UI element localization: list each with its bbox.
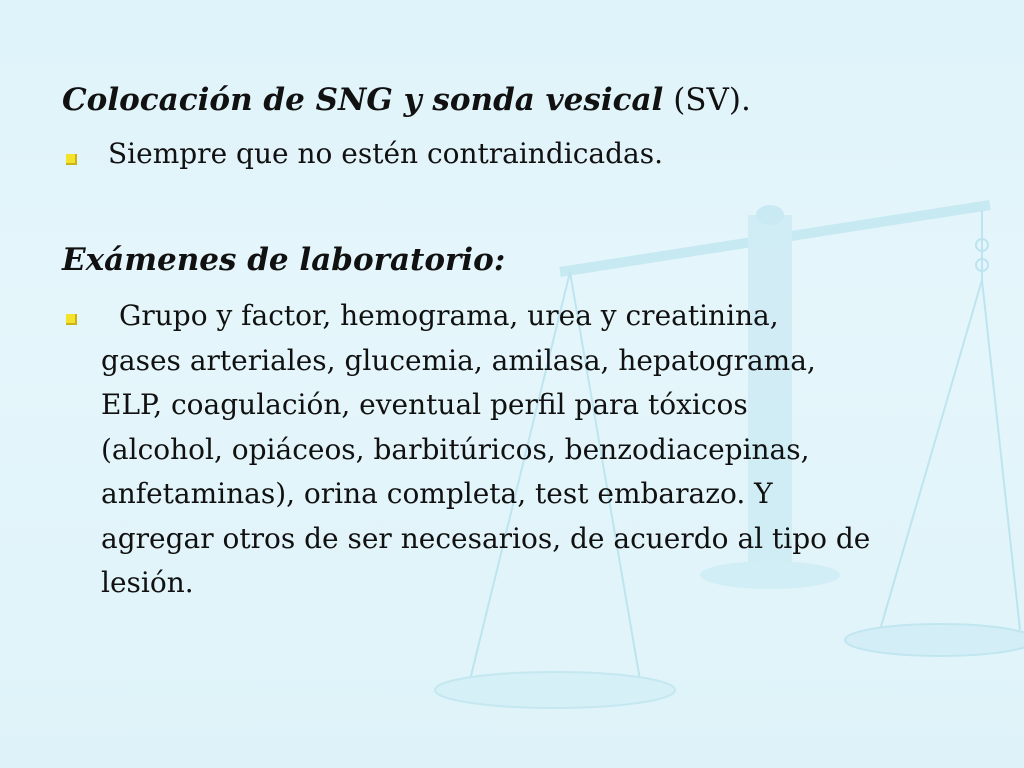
list-line: ELP, coagulación, eventual perfil para tóxicos	[101, 388, 748, 421]
list-line: (alcohol, opiáceos, barbitúricos, benzodiacepinas,	[101, 432, 810, 466]
list-line: gases arteriales, glucemia, amilasa, hepatograma,	[101, 343, 816, 377]
title-lab: Exámenes de laboratorio:	[62, 242, 506, 278]
square-bullet-icon	[66, 314, 77, 325]
square-bullet-icon	[66, 154, 77, 165]
section-title-sng	[62, 82, 751, 118]
list-line: Grupo y factor, hemograma, urea y creatinina,	[119, 299, 779, 332]
lab-exams-list	[101, 294, 981, 606]
section-title-lab-exams	[62, 242, 505, 278]
list-line: anfetaminas), orina completa, test embarazo. Y	[101, 477, 773, 510]
title-emphasis: Colocación de SNG y sonda vesical	[62, 82, 664, 118]
title-suffix: (SV).	[663, 82, 751, 118]
bullet-text-contraindications: Siempre que no estén contraindicadas.	[108, 137, 663, 170]
list-line: lesión.	[101, 566, 194, 599]
list-line: agregar otros de ser necesarios, de acuerdo al tipo de	[101, 521, 871, 555]
